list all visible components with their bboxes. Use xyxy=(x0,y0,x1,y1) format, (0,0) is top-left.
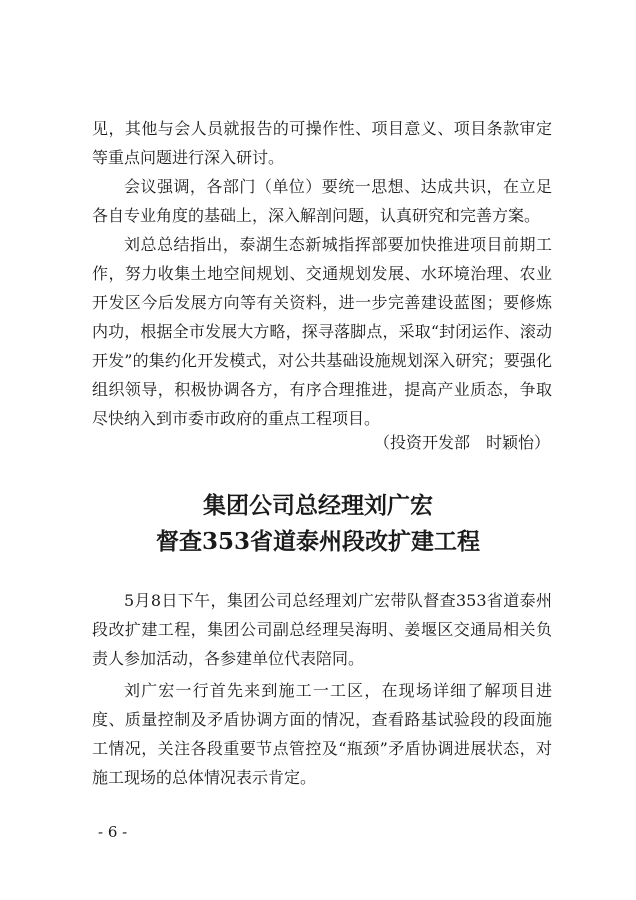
article1-paragraph-2: 会议强调，各部门（单位）要统一思想、达成共识，在立足各自专业角度的基础上，深入解剖问题，认真研究和完善方案。 xyxy=(92,177,552,225)
article1-byline: （投资开发部 时颖怡） xyxy=(373,433,550,452)
page-number: - 6 - xyxy=(98,823,128,841)
article2-paragraph-1: 5月8日下午，集团公司总经理刘广宏带队督查353省道泰州段改扩建工程，集团公司副总经理吴海明、姜堰区交通局相关负责人参加活动，各参建单位代表陪同。 xyxy=(92,591,552,668)
article1-paragraph-1: 见，其他与会人员就报告的可操作性、项目意义、项目条款审定等重点问题进行深入研讨。 xyxy=(92,119,552,167)
article2-paragraph-2: 刘广宏一行首先来到施工一工区，在现场详细了解项目进度、质量控制及矛盾协调方面的情况，查看路基试验段的段面施工情况，关注各段重要节点管控及“瓶颈”矛盾协调进展状态，对施工现场的总体情况表示肯定。 xyxy=(92,681,552,787)
article2-title-line-1: 集团公司总经理刘广宏 xyxy=(203,492,433,519)
article2-title-line-2: 督查353省道泰州段改扩建工程 xyxy=(155,528,480,555)
article1-paragraph-3: 刘总总结指出，泰湖生态新城指挥部要加快推进项目前期工作，努力收集土地空间规划、交通规划发展、水环境治理、农业开发区今后发展方向等有关资料，进一步完善建设蓝图；要修炼内功，根据全市发展大方略，探寻落脚点，采取“封闭运作、滚动开发”的集约化开发模式，对公共基础设施规划深入研究；要强化组织领导，积极协调各方，有序合理推进，提高产业质态，争取尽快纳入到市委市政府的重点工程项目。 xyxy=(92,235,552,428)
